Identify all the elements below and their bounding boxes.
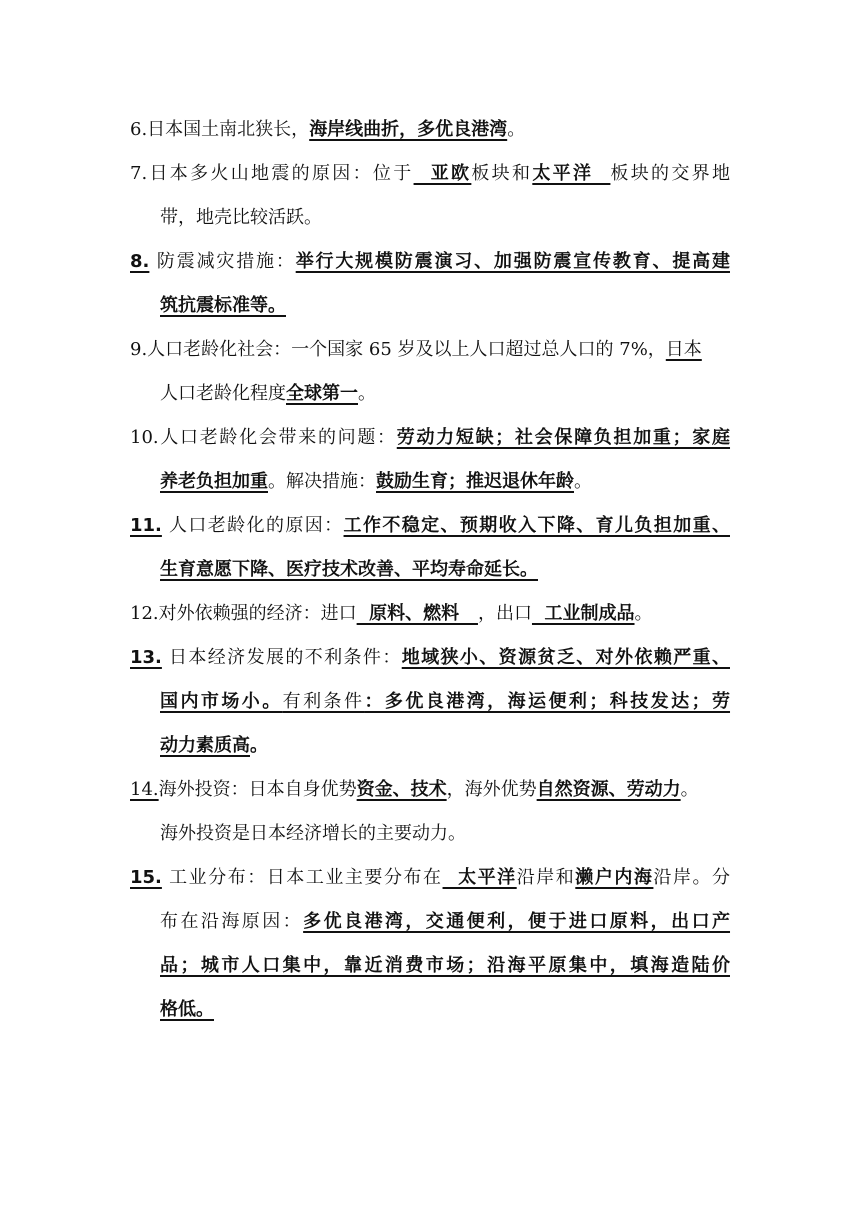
- note-line: [130, 240, 730, 284]
- key-answer-text: 养老负担加重: [160, 471, 268, 492]
- key-answer-text: 8.: [130, 251, 150, 272]
- key-answer-text: 工业制成品: [531, 603, 635, 624]
- note-line: [130, 856, 730, 900]
- note-text: 。: [507, 119, 526, 140]
- note-line: [130, 900, 730, 944]
- note-text: 人口老龄化程度: [160, 383, 286, 404]
- note-text: 沿岸。分: [653, 867, 731, 888]
- note-line: [130, 460, 730, 504]
- note-text: 防震减灾措施：: [149, 251, 296, 272]
- note-item-11: [130, 504, 730, 592]
- key-answer-text: 海岸线曲折，多优良港湾: [309, 119, 508, 140]
- note-text: 工业分布：日本工业主要分布在: [161, 867, 443, 888]
- note-item-10: [130, 416, 730, 504]
- note-text: 日本: [665, 339, 702, 360]
- note-text: 有利条件: [282, 691, 365, 712]
- key-answer-text: 原料、燃料: [356, 603, 478, 624]
- note-text: 12.对外依赖强的经济：进口: [130, 603, 357, 624]
- key-answer-text: 13.: [130, 647, 162, 668]
- note-text: 。解决措施：: [268, 471, 376, 492]
- key-answer-text: 格低。: [160, 999, 214, 1020]
- key-answer-text: 动力素质高: [160, 735, 250, 756]
- key-answer-text: 工作不稳定、预期收入下降、育儿负担加重、: [343, 515, 730, 536]
- key-answer-text: 鼓励生育；推迟退休年龄: [376, 471, 574, 492]
- note-line: [130, 548, 730, 592]
- note-item-12: [130, 592, 730, 636]
- key-answer-text: 品；城市人口集中，靠近消费市场；沿海平原集中，填海造陆价: [160, 955, 730, 976]
- key-answer-text: 筑抗震标准等。: [160, 295, 286, 316]
- note-item-14: [130, 768, 730, 856]
- key-answer-text: 劳动力短缺；社会保障负担加重；家庭: [396, 427, 731, 448]
- note-line: [130, 372, 730, 416]
- note-text: 9.人口老龄化社会：一个国家 65 岁及以上人口超过总人口的 7%，: [130, 339, 666, 360]
- note-item-8: [130, 240, 730, 328]
- note-line: [130, 724, 730, 768]
- note-text: 沿岸和: [516, 867, 576, 888]
- note-line: [130, 636, 730, 680]
- note-text: 板块和: [471, 163, 533, 184]
- key-answer-text: 资金、技术: [356, 779, 447, 800]
- note-text: 10.人口老龄化会带来的问题：: [130, 427, 397, 448]
- note-line: [130, 680, 730, 724]
- key-answer-text: 生育意愿下降、医疗技术改善、平均寿命延长。: [160, 559, 538, 580]
- key-answer-text: 亚欧: [413, 163, 472, 184]
- note-item-15: [130, 856, 730, 1032]
- note-line: [130, 416, 730, 460]
- note-text: 7.日本多火山地震的原因：位于: [130, 163, 414, 184]
- note-line: [130, 152, 730, 196]
- key-answer-text: 自然资源、劳动力: [536, 779, 681, 800]
- note-text: 海外投资：日本自身优势: [158, 779, 357, 800]
- note-line: [130, 812, 730, 856]
- note-line: [130, 944, 730, 988]
- key-answer-text: 多优良港湾，交通便利，便于进口原料，出口产: [303, 911, 731, 932]
- note-text: 带，地壳比较活跃。: [160, 207, 322, 228]
- note-text: 。: [574, 471, 592, 492]
- key-answer-text: 举行大规模防震演习、加强防震宣传教育、提高建: [295, 251, 730, 272]
- note-text: 布在沿海原因：: [160, 911, 304, 932]
- note-item-13: [130, 636, 730, 768]
- key-answer-text: ：多优良港湾，海运便利；科技发达；劳: [364, 691, 731, 712]
- note-text: ，海外优势: [446, 779, 537, 800]
- note-line: [130, 284, 730, 328]
- note-item-6: [130, 108, 730, 152]
- note-line: [130, 328, 730, 372]
- key-answer-text: 国内市场小。: [160, 691, 283, 712]
- note-text: 海外投资是日本经济增长的主要动力。: [160, 823, 466, 844]
- note-text: 日本经济发展的不利条件：: [161, 647, 402, 668]
- note-line: [130, 768, 730, 812]
- note-line: [130, 504, 730, 548]
- key-answer-text: 。: [250, 735, 268, 756]
- note-item-7: [130, 152, 730, 240]
- note-text: 。: [634, 603, 653, 624]
- key-answer-text: 15.: [130, 867, 162, 888]
- note-text: 板块的交界地: [610, 163, 730, 184]
- note-line: [130, 592, 730, 636]
- key-answer-text: 11.: [130, 515, 162, 536]
- note-text: 14.: [130, 779, 159, 800]
- note-text: 。: [358, 383, 376, 404]
- note-text: 6.日本国土南北狭长，: [130, 119, 310, 140]
- key-answer-text: 太平洋: [532, 163, 611, 184]
- note-line: [130, 988, 730, 1032]
- note-item-9: [130, 328, 730, 416]
- note-text: 。: [680, 779, 699, 800]
- key-answer-text: 地域狭小、资源贫乏、对外依赖严重、: [401, 647, 730, 668]
- key-answer-text: 濑户内海: [575, 867, 654, 888]
- note-line: [130, 196, 730, 240]
- key-answer-text: 太平洋: [442, 867, 517, 888]
- note-text: 人口老龄化的原因：: [161, 515, 344, 536]
- key-answer-text: 全球第一: [286, 383, 358, 404]
- note-text: ，出口: [477, 603, 532, 624]
- note-line: [130, 108, 730, 152]
